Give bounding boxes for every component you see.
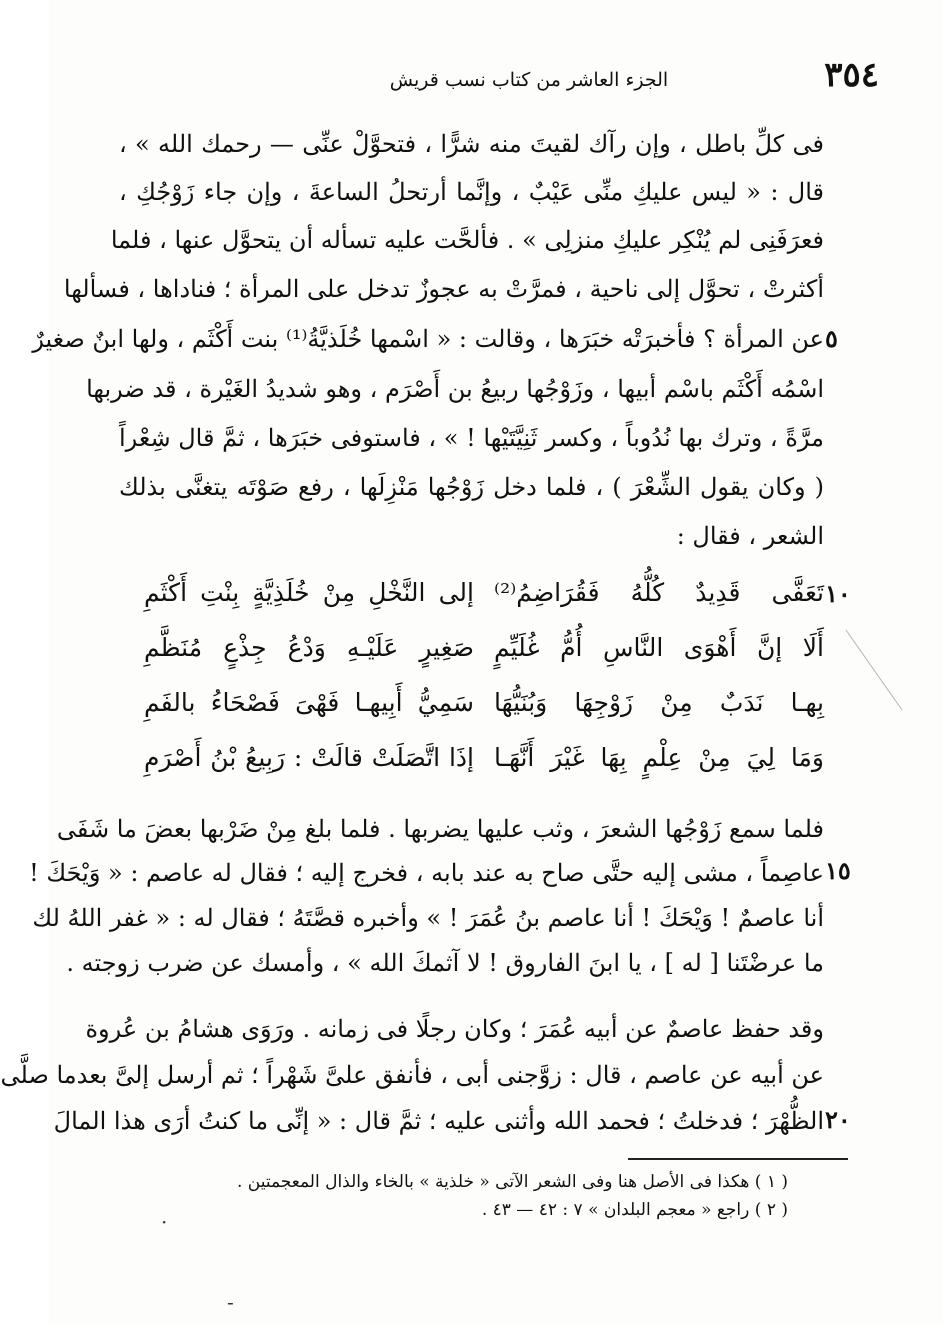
paragraph-2: [29, 805, 824, 995]
text-line: أكثرتْ ، تحوَّل إلى ناحية ، فمرَّتْ به عجوزٌ تدخل على المرأة ؛ فناداها ، فسألها: [63, 275, 824, 303]
text-line: فى كلِّ باطل ، وإن رآك لقيتَ منه شرًّا ، فتحوَّلْ عنِّى — رحمك الله » ،: [119, 130, 824, 158]
text-line: اسْمُه أَكْثَم باسْم أبيها ، وزَوْجُها ربيعُ بن أَصْرَم ، وهو شديدُ الغَيْرة ، قد ضربها: [86, 375, 824, 403]
text-line: فلما سمع زَوْجُها الشعرَ ، وثب عليها يضربها . فلما بلغ مِنْ ضَرْبها بعضَ ما شَفَى: [56, 815, 824, 843]
verse-line: [144, 675, 824, 731]
text-line: فعرَفَنِى لم يُنْكِر عليكِ منزلِى » . فألحَّت عليه تسأله أن يتحوَّل عنها ، فلما: [110, 226, 824, 254]
poem: [144, 565, 824, 790]
text-line: ما عرضْتَنا [ له ] ، يا ابنَ الفاروق ! لا آثمكَ الله » ، وأمسك عن ضرب زوجته .: [66, 949, 824, 977]
text-line: الشعر ، فقال :: [676, 522, 824, 550]
running-title: الجزء العاشر من كتاب نسب قريش: [389, 69, 669, 91]
page-fold-mark: [844, 620, 904, 720]
verse-first-hemistich: أَلَا إنَّ أَهْوَى النَّاسِ أُمُّ غُلَيِّمٍ: [494, 633, 824, 662]
line-number-15: ١٥: [825, 856, 851, 885]
scan-speck: -: [227, 1290, 234, 1314]
text-line: عاصِماً ، مشى إليه حتَّى صاح به عند بابه ، فخرج إليه ؛ فقال له عاصم : « وَيْحَكَ !: [29, 859, 824, 887]
verse-line: [144, 565, 824, 621]
verse-second-hemistich: صَغِيرٍ عَلَيْـهِ وَدْعُ جِذْعٍ مُنَظَّمِ: [144, 633, 474, 662]
verse-second-hemistich: إذَا اتَّصَلَتْ قالَتْ : رَبِيعُ بْنُ أَصْرَمِ: [144, 743, 474, 772]
line-number-20: ٢٠: [825, 1105, 851, 1134]
text-line: مرَّةً ، وترك بها نُدُوباً ، وكسر ثَنِيَّتَيْها ! » ، فاستوفى خبَرَها ، ثمَّ قال شِعْراً: [119, 424, 824, 452]
scan-speck: ·: [161, 1210, 168, 1234]
paragraph-1: [32, 120, 824, 560]
verse-second-hemistich: سَمِيُّ أَبِيهـا فَهْىَ فَصْحَاءُ بالفَمِ: [144, 688, 474, 717]
verse-first-hemistich: تَعَفَّى قَدِيدٌ كُلُّهُ فَقُرَاضِمُ⁽²⁾: [494, 578, 824, 607]
verse-second-hemistich: إلى النَّخْلِ مِنْ خُلَذِيَّةٍ بِنْتِ أَكْثَمِ: [144, 578, 474, 607]
footnote-2: ( ٢ ) راجع « معجم البلدان » ٧ : ٤٢ — ٤٣ .: [481, 1200, 788, 1220]
footnote-1: ( ١ ) هكذا فى الأصل هنا وفى الشعر الآتى « خلذية » بالخاء والذال المعجمتين .: [236, 1172, 788, 1192]
line-number-10: ١٠: [825, 579, 851, 608]
text-line: قال : « ليس عليكِ منِّى عَيْبٌ ، وإنَّما أرتحلُ الساعةَ ، وإن جاء زَوْجُكِ ،: [119, 178, 824, 206]
text-line: عن المرأة ؟ فأخبرَتْه خبَرَها ، وقالت : « اسْمها خُلَذيَّةُ⁽¹⁾ بنت أَكْثَم ، ولها ابنٌ صغيرٌ: [32, 325, 824, 353]
verse-first-hemistich: بِهـا نَدَبٌ مِنْ زَوْجِهَا وَبُنَيُّهَا: [494, 688, 824, 717]
verse-line: [144, 620, 824, 676]
verse-first-hemistich: وَمَا لِيَ مِنْ عِلْمٍ بِهَا غَيْرَ أَنَّهَـا: [494, 743, 824, 772]
text-line: أنا عاصمٌ ! وَيْحَكَ ! أنا عاصم بنُ عُمَرَ ! » وأخبره قصَّتَهُ ؛ فقال له : « غفر اللهُ لك: [32, 904, 824, 932]
page-number: ٣٥٤: [824, 55, 879, 95]
line-number-5: ٥: [825, 324, 838, 353]
verse-line: [144, 730, 824, 786]
paragraph-3: [0, 1005, 824, 1145]
page-header: [139, 55, 879, 95]
text-line: ( وكان يقول الشِّعْرَ ) ، فلما دخل زَوْجُها مَنْزِلَها ، رفع صَوْتَه يتغنَّى بذلك: [119, 473, 824, 501]
text-line: الظُّهْرَ ؛ فدخلتُ ؛ فحمد الله وأثنى عليه ؛ ثمَّ قال : « إنِّى ما كنتُ أرَى هذا المالَ: [53, 1107, 824, 1135]
footnote-separator: [628, 1158, 848, 1160]
text-line: وقد حفظ عاصمٌ عن أبيه عُمَرَ ؛ وكان رجلًا فى زمانه . ورَوَى هشامُ بن عُروة: [85, 1015, 824, 1043]
text-line: عن أبيه عن عاصم ، قال : زوَّجنى أبى ، فأنفق علىَّ شَهْراً ؛ ثم أرسل إلىَّ بعدما صلَّى: [0, 1061, 824, 1089]
footnotes: [148, 1168, 788, 1224]
